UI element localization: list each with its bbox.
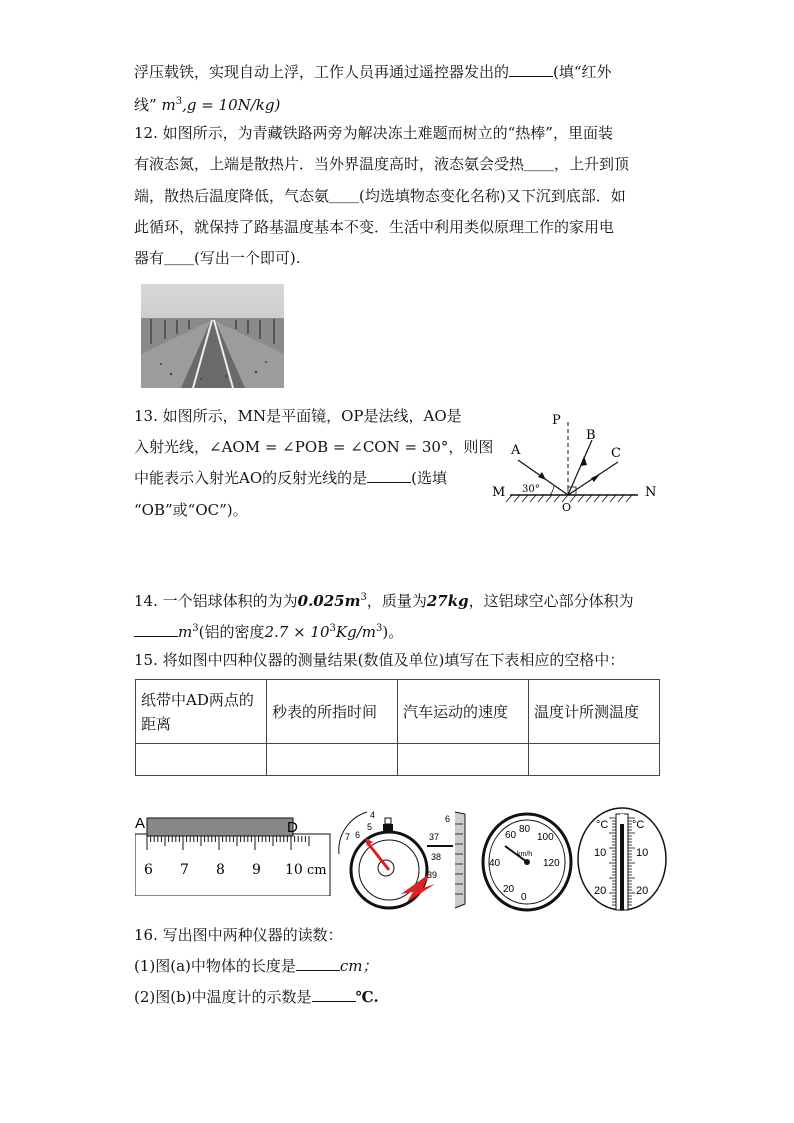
q12-line5: 器有＿＿(写出一个即可). bbox=[134, 249, 301, 267]
q12-line3: 端，散热后温度降低，气态氨＿＿(均选填物态变化名称)又下沉到底部．如 bbox=[134, 187, 626, 205]
stopwatch-big-tick: 38 bbox=[431, 852, 442, 862]
table-header-cell: 汽车运动的速度 bbox=[398, 680, 529, 744]
table-header-cell: 秒表的所指时间 bbox=[267, 680, 398, 744]
ruler-figure bbox=[135, 806, 335, 896]
stopwatch-small-tick: 6 bbox=[355, 830, 361, 840]
table-answer-cell[interactable] bbox=[529, 744, 660, 776]
speed-tick: 100 bbox=[537, 832, 554, 843]
ruler-unit: cm bbox=[307, 863, 327, 878]
railway-photo bbox=[141, 284, 284, 388]
thermo-tick-right: 20 bbox=[636, 885, 649, 897]
answer-blank[interactable] bbox=[367, 468, 411, 483]
label-m: M bbox=[492, 485, 506, 500]
speed-tick: 0 bbox=[521, 892, 527, 903]
answer-blank[interactable] bbox=[134, 622, 178, 637]
ruler-label-d: D bbox=[287, 819, 298, 836]
ruler-tick-label: 10 bbox=[285, 862, 303, 878]
speed-tick: 60 bbox=[505, 830, 517, 841]
q16-line3: (2)图(b)中温度计的示数是 ℃. bbox=[134, 988, 379, 1006]
ruler-tick-label: 7 bbox=[180, 862, 189, 878]
table-header-cell: 纸带中AD两点的距离 bbox=[136, 680, 267, 744]
q12-line2: 有液态氮，上端是散热片．当外界温度高时，液态氨会受热＿＿，上升到顶 bbox=[134, 155, 630, 173]
table-header-cell: 温度计所测温度 bbox=[529, 680, 660, 744]
q16-line1: 16. 写出图中两种仪器的读数： bbox=[134, 926, 343, 944]
table-answer-cell[interactable] bbox=[267, 744, 398, 776]
q13-line1: 13. 如图所示，MN是平面镜，OP是法线，AO是 bbox=[134, 407, 462, 425]
thermo-tick-left: 10 bbox=[594, 847, 607, 859]
speed-tick: 40 bbox=[489, 858, 501, 869]
thermometer-figure bbox=[576, 806, 668, 912]
q14-line1: 14. 一个铝球体积的为为$0.025m^3$，质量为27kg，这铝球空心部分体积为 bbox=[134, 592, 634, 610]
q12-line1: 12. 如图所示，为青藏铁路两旁为解决冻土难题而树立的“热棒”，里面装 bbox=[134, 124, 613, 142]
angle-label: 30° bbox=[522, 484, 540, 495]
thermo-tick-right: 10 bbox=[636, 847, 649, 859]
stopwatch-small-tick: 5 bbox=[367, 822, 373, 832]
q11-line1: 浮压载铁，实现自动上浮，工作人员再通过遥控器发出的 (填“红外 bbox=[134, 63, 612, 81]
thermo-unit-right: °C bbox=[632, 819, 645, 831]
stopwatch-small-tick: 7 bbox=[345, 832, 351, 842]
q15-line1: 15. 将如图中四种仪器的测量结果(数值及单位)填写在下表相应的空格中： bbox=[134, 651, 625, 669]
thermo-unit-left: °C bbox=[596, 819, 609, 831]
stopwatch-big-tick: 37 bbox=[429, 832, 440, 842]
ruler-tick-label: 8 bbox=[216, 862, 225, 878]
measurement-table bbox=[135, 679, 660, 776]
stopwatch-big-tick: 39 bbox=[427, 870, 438, 880]
stopwatch-figure bbox=[337, 804, 467, 914]
ruler-tick-label: 6 bbox=[144, 862, 153, 878]
speed-tick: 80 bbox=[519, 824, 531, 835]
speed-tick: 120 bbox=[543, 858, 560, 869]
ruler-tick-label: 9 bbox=[252, 862, 261, 878]
q11-line2: 线” $m^3,g = 10N/kg$) bbox=[134, 96, 281, 114]
table-answer-cell[interactable] bbox=[136, 744, 267, 776]
label-p: P bbox=[552, 413, 561, 428]
q13-line2: 入射光线，∠AOM = ∠POB = ∠CON = 30°，则图 bbox=[134, 438, 494, 456]
answer-blank[interactable] bbox=[296, 956, 340, 971]
label-a: A bbox=[511, 443, 521, 458]
thermo-tick-left: 20 bbox=[594, 885, 607, 897]
stopwatch-small-tick: 4 bbox=[370, 810, 376, 820]
stopwatch-big-tick: 6 bbox=[445, 814, 451, 824]
q13-line4: “OB”或“OC”)。 bbox=[134, 501, 248, 519]
q12-line4: 此循环，就保持了路基温度基本不变．生活中利用类似原理工作的家用电 bbox=[134, 218, 615, 236]
q16-line2: (1)图(a)中物体的长度是 cm； bbox=[134, 957, 378, 975]
answer-blank[interactable] bbox=[312, 987, 356, 1002]
label-c: C bbox=[611, 446, 621, 461]
q13-line3: 中能表示入射光AO的反射光线的是 (选填 bbox=[134, 469, 447, 487]
label-n: N bbox=[645, 485, 657, 500]
answer-blank[interactable] bbox=[509, 62, 553, 77]
label-b: B bbox=[586, 428, 596, 443]
speedometer-figure bbox=[481, 812, 573, 912]
ruler-label-a: A bbox=[135, 815, 146, 832]
speed-unit: km/h bbox=[517, 851, 533, 858]
speed-tick: 20 bbox=[503, 884, 515, 895]
q14-line2: $m^3$(铝的密度$2.7 \times 10^3Kg/m^3$)。 bbox=[134, 619, 403, 642]
table-answer-cell[interactable] bbox=[398, 744, 529, 776]
mirror-diagram bbox=[488, 408, 663, 516]
label-o: O bbox=[562, 501, 572, 514]
